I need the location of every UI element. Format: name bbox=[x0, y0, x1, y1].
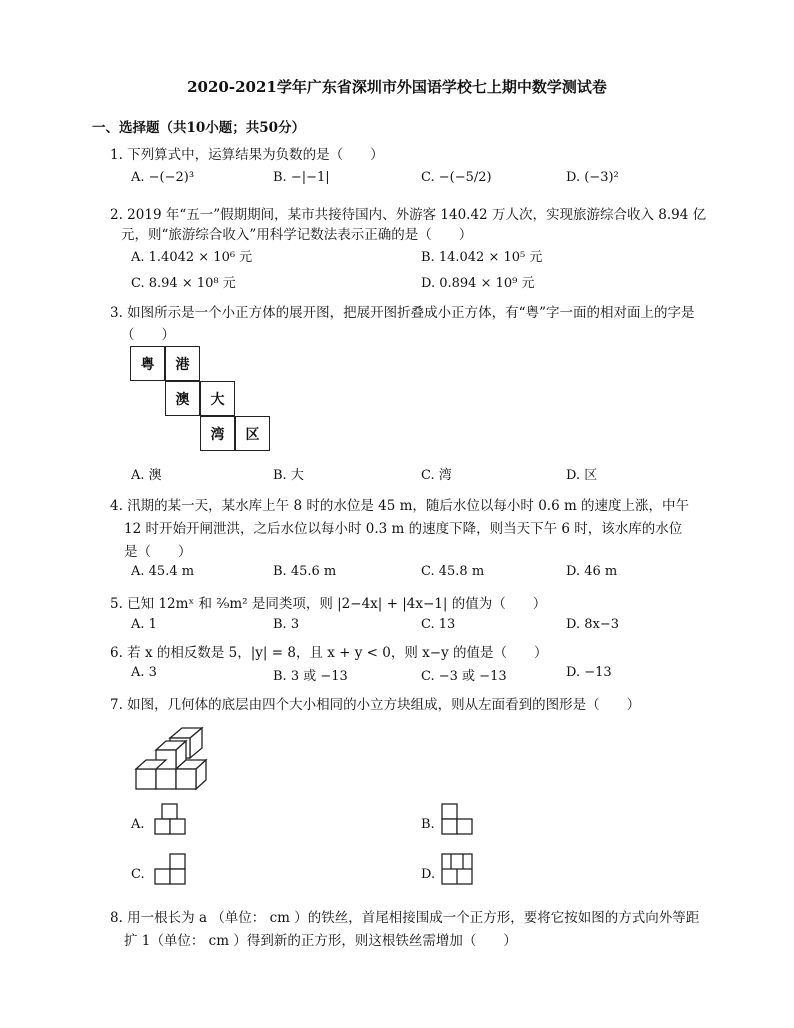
question-6-option-a: A. 3 bbox=[131, 665, 157, 680]
question-7-option-b: B. bbox=[421, 817, 435, 832]
question-3-option-d: D. 区 bbox=[566, 468, 598, 483]
question-4-stem-line1: 4. 汛期的某一天，某水库上午 8 时的水位是 45 m，随后水位以每小时 0.6 m 的速度上涨，中午 bbox=[110, 498, 690, 514]
question-4-option-a: A. 45.4 m bbox=[131, 564, 195, 579]
question-6-option-c: C. −3 或 −13 bbox=[421, 669, 507, 684]
net-cell: 大 bbox=[200, 381, 235, 416]
question-8-stem-line1: 8. 用一根长为 a （单位： cm ）的铁丝，首尾相接围成一个正方形，要将它按如图的方式向外等距 bbox=[110, 910, 700, 926]
net-cell: 粤 bbox=[130, 346, 165, 381]
question-5-option-c: C. 13 bbox=[421, 617, 456, 632]
question-4-option-c: C. 45.8 m bbox=[421, 564, 485, 579]
question-7-option-c: C. bbox=[131, 867, 145, 882]
question-3-stem-line2: （ ） bbox=[121, 327, 175, 343]
question-5-option-b: B. 3 bbox=[273, 617, 300, 632]
question-8-stem-line2: 扩 1（单位： cm ）得到新的正方形，则这根铁丝需增加（ ） bbox=[124, 933, 517, 949]
net-cell: 澳 bbox=[165, 381, 200, 416]
left-view-figure-a bbox=[154, 803, 188, 835]
question-6-stem: 6. 若 x 的相反数是 5，|y| = 8，且 x + y < 0，则 x−y 的值是（ ） bbox=[110, 645, 548, 661]
question-1-stem: 1. 下列算式中，运算结果为负数的是（ ） bbox=[110, 147, 384, 163]
question-3-option-c: C. 湾 bbox=[421, 468, 452, 483]
section-heading: 一、选择题（共10小题；共50分） bbox=[92, 120, 306, 136]
net-cell: 港 bbox=[165, 346, 200, 381]
left-view-figure-b bbox=[441, 803, 475, 835]
question-5-stem: 5. 已知 12mˣ 和 ²⁄₉m² 是同类项，则 |2−4x| + |4x−1| 的值为（ ） bbox=[110, 596, 547, 612]
question-2-option-c: C. 8.94 × 10⁸ 元 bbox=[131, 276, 236, 291]
question-4-option-b: B. 45.6 m bbox=[273, 564, 337, 579]
question-2-stem-line2: 元，则“旅游综合收入”用科学记数法表示正确的是（ ） bbox=[121, 227, 473, 243]
question-1-option-a: A. −(−2)³ bbox=[131, 170, 195, 185]
stacked-cubes-figure bbox=[130, 722, 230, 792]
question-5-option-a: A. 1 bbox=[131, 617, 157, 632]
page-title: 2020-2021学年广东省深圳市外国语学校七上期中数学测试卷 bbox=[187, 78, 607, 96]
question-1-option-c: C. −(−5/2) bbox=[421, 170, 492, 185]
question-2-stem-line1: 2. 2019 年“五一”假期期间，某市共接待国内、外游客 140.42 万人次，实现旅游综合收入 8.94 亿 bbox=[110, 207, 707, 223]
question-1-option-b: B. −|−1| bbox=[273, 170, 330, 185]
question-7-option-d: D. bbox=[421, 867, 436, 882]
question-6-option-b: B. 3 或 −13 bbox=[273, 669, 348, 684]
question-7-stem: 7. 如图，几何体的底层由四个大小相同的小立方块组成，则从左面看到的图形是（ ） bbox=[110, 697, 641, 713]
question-3-stem-line1: 3. 如图所示是一个小正方体的展开图，把展开图折叠成小正方体，有“粤”字一面的相对面上的字是 bbox=[110, 305, 695, 321]
left-view-figure-d bbox=[441, 853, 475, 885]
question-4-stem-line3: 是（ ） bbox=[124, 544, 192, 560]
question-4-option-d: D. 46 m bbox=[566, 564, 618, 579]
question-4-stem-line2: 12 时开始开闸泄洪，之后水位以每小时 0.3 m 的速度下降，则当天下午 6 时，该水库的水位 bbox=[124, 521, 683, 537]
question-5-option-d: D. 8x−3 bbox=[566, 617, 619, 632]
question-3-option-a: A. 澳 bbox=[131, 468, 162, 483]
question-2-option-b: B. 14.042 × 10⁵ 元 bbox=[421, 250, 543, 265]
question-2-option-a: A. 1.4042 × 10⁶ 元 bbox=[131, 250, 253, 265]
question-7-option-a: A. bbox=[131, 817, 145, 832]
question-1-option-d: D. (−3)² bbox=[566, 170, 619, 185]
net-cell: 湾 bbox=[200, 416, 235, 451]
question-3-option-b: B. 大 bbox=[273, 468, 304, 483]
left-view-figure-c bbox=[154, 853, 188, 885]
question-2-option-d: D. 0.894 × 10⁹ 元 bbox=[421, 276, 535, 291]
net-cell: 区 bbox=[235, 416, 270, 451]
question-6-option-d: D. −13 bbox=[566, 665, 612, 680]
